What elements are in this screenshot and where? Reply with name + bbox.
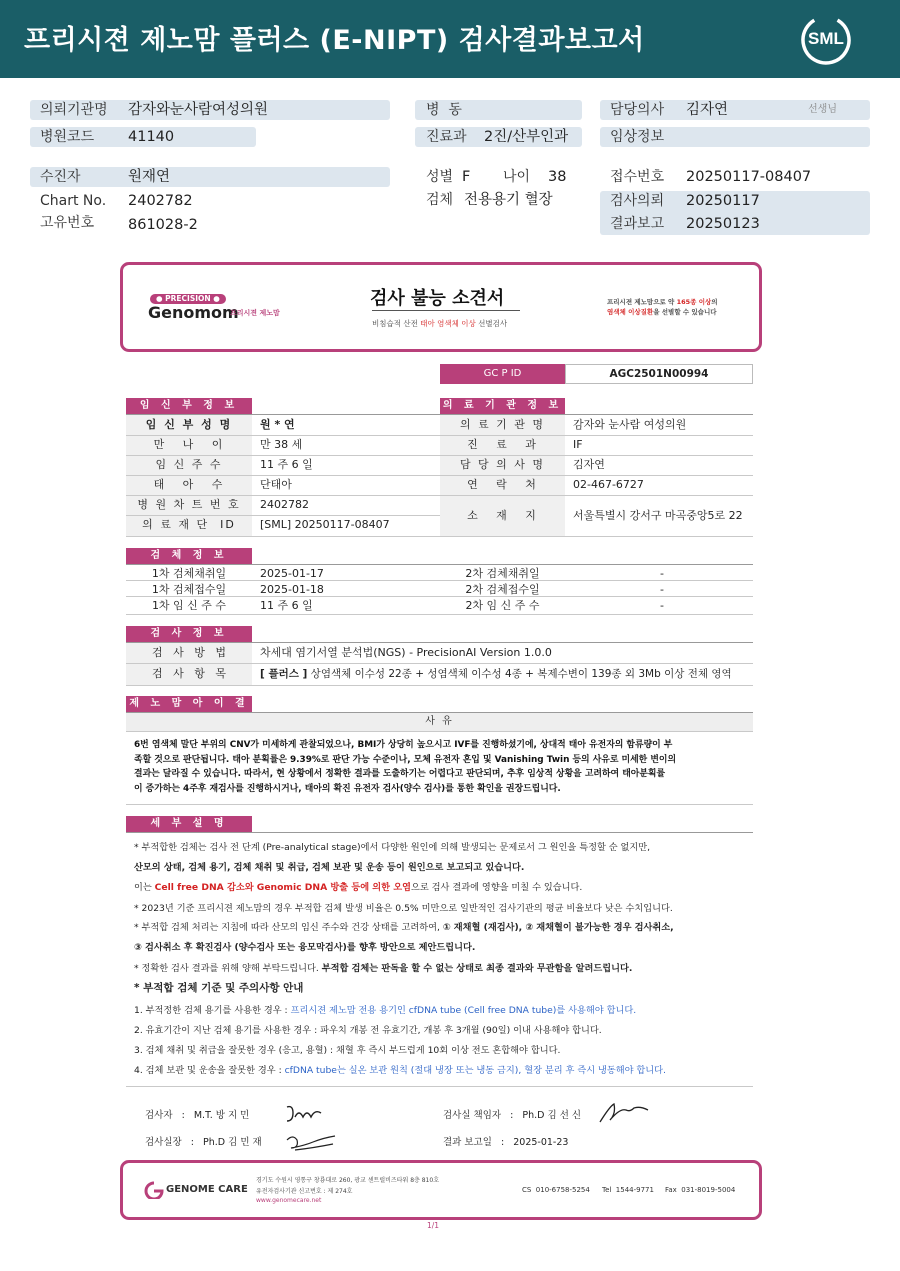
genomom-brand-sub: 프리시젼 제노맘: [230, 309, 280, 317]
age-row-value: 만 38 세: [260, 438, 303, 451]
tagline-line-2: 염색체 이상질환을 선별할 수 있습니다: [607, 308, 717, 316]
report-date-sign: 결과 보고일 : 2025-01-23: [443, 1137, 569, 1148]
guide-line: 4. 검체 보관 및 운송을 잘못한 경우 : cfDNA tube는 실온 보관 원칙 (절대 냉장 또는 냉동 금지), 혈장 분리 후 즉시 냉동해야 합니다.: [134, 1065, 666, 1076]
note-line: ③ 검사취소 후 확진검사 (양수검사 또는 융모막검사)를 향후 방안으로 제안드립니다.: [134, 942, 476, 953]
spec1-week-value: 11 주 6 일: [260, 599, 313, 612]
report-date-label: 결과보고: [610, 216, 665, 232]
spec2-week-value: -: [660, 599, 664, 612]
doctor-value: 김자연: [686, 102, 729, 118]
gest-week-label: 임 신 주 수: [155, 458, 223, 471]
footer-cs: CS 010-6758-5254: [522, 1186, 590, 1194]
divider: [126, 685, 753, 686]
footer-address: 경기도 수원시 영통구 창룡대로 260, 광교 센트럴비즈타워 8층 810호: [256, 1177, 439, 1184]
spec1-receive-label: 1차 검체접수일: [151, 583, 227, 596]
method-label: 검 사 방 법: [152, 646, 226, 659]
doctor-label: 담당의사: [610, 102, 665, 118]
examinee-label: 수진자: [40, 169, 81, 185]
footer-fax: Fax 031-8019-5004: [665, 1186, 736, 1194]
section-head-pregnant: 임 신 부 정 보: [126, 398, 252, 414]
inst-doctor-value: 김자연: [573, 458, 605, 471]
divider: [126, 614, 753, 615]
hospital-code-label: 병원코드: [40, 129, 95, 145]
fetus-count-value: 단태아: [260, 478, 292, 491]
note-line: * 정확한 검사 결과를 위해 양해 부탁드립니다. 부적합 검체는 판독을 할 수 없는 상태로 최종 결과와 무관함을 알려드립니다.: [134, 963, 633, 974]
inst-name-label: 의 료 기 관 명: [459, 418, 546, 431]
title-underline: [372, 310, 520, 311]
guide-title: * 부적합 검체 기준 및 주의사항 안내: [134, 982, 304, 994]
section-head-specimen: 검 체 정 보: [126, 548, 252, 564]
reason-text: [134, 738, 676, 796]
reason-line: 족할 것으로 판단됩니다. 태아 분획률은 9.39%로 판단 가능 수준이나, 모체 유전자 혼입 및 Vanishing Twin 등의 사유로 미세한 변이의: [134, 754, 677, 765]
divider: [126, 832, 753, 833]
spec1-collect-label: 1차 검체채취일: [151, 567, 227, 580]
divider: [126, 596, 753, 597]
chart-value: 2402782: [128, 193, 193, 209]
specimen-label: 검체: [426, 192, 454, 208]
divider: [126, 663, 753, 664]
report-subtitle: 비침습적 산전 태아 염색체 이상 선별검사: [372, 319, 508, 328]
inst-phone-value: 02-467-6727: [573, 478, 644, 491]
spec1-week-label: 1차 임 신 주 수: [151, 599, 227, 612]
footer-tel: Tel 1544-9771: [602, 1186, 654, 1194]
method-value: 차세대 염기서열 분석법(NGS) - PrecisionAI Version 1.0.0: [260, 646, 552, 659]
request-label: 검사의뢰: [610, 193, 665, 209]
note-line: * 부적합한 검체는 검사 전 단계 (Pre-analytical stage)에서 다양한 원인에 의해 발생되는 문제로서 그 원인을 특정할 순 없지만,: [134, 842, 651, 853]
unique-label: 고유번호: [40, 215, 95, 231]
note-line: * 부적합 검체 처리는 지침에 따라 산모의 임신 주수와 건강 상태를 고려하여, ① 재채혈 (재검사), ② 재채혈이 불가능한 경우 검사취소,: [134, 922, 674, 933]
section-head-detail: 세 부 설 명: [126, 816, 252, 832]
divider: [126, 475, 753, 476]
page-title: 프리시젼 제노맘 플러스 (E-NIPT) 검사결과보고서: [24, 25, 645, 56]
report-title: 검사 불능 소견서: [370, 288, 505, 309]
section-head-test: 검 사 정 보: [126, 626, 252, 642]
foundation-id-value: [SML] 20250117-08407: [260, 518, 390, 531]
divider: [126, 515, 440, 516]
reason-line: 이 증가하는 4주후 재검사를 진행하시거나, 태아의 확진 유전자 검사(양수 검사)를 통한 확인을 권장드립니다.: [134, 783, 561, 794]
sex-value: F: [462, 169, 471, 185]
note-line: 산모의 상태, 검체 용기, 검체 채취 및 취급, 검체 보관 및 운송 등이 원인으로 보고되고 있습니다.: [134, 862, 525, 873]
chief-signature-icon: [283, 1130, 339, 1152]
spec2-collect-label: 2차 검체채취일: [465, 567, 540, 580]
pregnant-name-label: 임 신 부 성 명: [145, 418, 233, 431]
guide-line: 1. 부적정한 검체 용기를 사용한 경우 : 프리시젼 제노맘 전용 용기인 cfDNA tube (Cell free DNA tube)를 사용해야 합니다.: [134, 1005, 637, 1016]
guide-line: 2. 유효기간이 지난 검체 용기를 사용한 경우 : 파우치 개봉 전 유효기간, 개봉 후 3개월 (90일) 이내 사용해야 합니다.: [134, 1025, 602, 1036]
inst-dept-value: IF: [573, 438, 583, 451]
chart-label: Chart No.: [40, 193, 107, 209]
examinee-value: 원재연: [128, 169, 171, 185]
genomom-brand: Genomom: [148, 303, 239, 322]
items-value: [ 플러스 ] 상염색체 이수성 22종 + 성염색체 이수성 4종 + 복제수변이 139종 외 3Mb 이상 전체 영역: [260, 668, 732, 680]
pregnant-name-value: 원 * 연: [260, 418, 295, 431]
spec1-receive-value: 2025-01-18: [260, 583, 324, 596]
gcp-id-value: AGC2501N00994: [565, 364, 753, 384]
clinical-label: 임상정보: [610, 129, 665, 145]
chief-label: 검사실장 : Ph.D 김 민 재: [145, 1137, 262, 1148]
gest-week-value: 11 주 6 일: [260, 458, 313, 471]
divider: [126, 731, 753, 732]
doctor-suffix: 선생님: [808, 104, 837, 115]
dept-value: 2진/산부인과: [484, 129, 569, 145]
institution-label: 의뢰기관명: [40, 102, 108, 118]
divider: [126, 580, 753, 581]
institution-value: 감자와눈사람여성의원: [128, 102, 269, 118]
director-label: 검사실 책임자 : Ph.D 김 선 신: [443, 1110, 582, 1121]
items-label: 검 사 항 목: [152, 667, 226, 680]
chart-no-label: 병 원 차 트 번 호: [137, 498, 241, 511]
section-head-result: 제 노 맘 아 이 결: [126, 696, 252, 712]
inst-address-label: 소 재 지: [467, 509, 538, 522]
divider: [126, 495, 753, 496]
divider: [126, 804, 753, 805]
section-head-institution: 의 료 기 관 정 보: [440, 398, 565, 414]
inst-address-value: 서울특별시 강서구 마곡중앙5로 22: [573, 509, 743, 522]
note-line: * 2023년 기준 프리시젼 제노맘의 경우 부적합 검체 발생 비율은 0.5% 미만으로 일반적인 검사기관의 평균 비율보다 낮은 수치입니다.: [134, 903, 673, 914]
age-label: 나이: [503, 169, 531, 185]
dept-label: 진료과: [426, 129, 467, 145]
hospital-code-value: 41140: [128, 129, 175, 145]
guide-line: 3. 검체 채취 및 취급을 잘못한 경우 (응고, 용혈) : 채혈 후 즉시 부드럽게 10회 이상 전도 혼합해야 합니다.: [134, 1045, 561, 1056]
reception-value: 20250117-08407: [686, 169, 812, 185]
report-date-value: 20250123: [686, 216, 760, 232]
sex-label: 성별: [426, 169, 454, 185]
reception-label: 접수번호: [610, 169, 665, 185]
reason-line: 6번 염색체 말단 부위의 CNV가 미세하게 관찰되었으나, BMI가 상당히 높으시고 IVF를 진행하셨기에, 상대적 태아 유전자의 함류량이 부: [134, 740, 673, 750]
footer-license: 유전자검사기관 신고번호 : 제 274호: [256, 1188, 353, 1195]
field-bg: [30, 167, 390, 187]
divider: [126, 536, 753, 537]
spec2-receive-label: 2차 검체접수일: [465, 583, 540, 596]
spec2-week-label: 2차 임 신 주 수: [465, 599, 540, 612]
divider: [126, 564, 753, 565]
fetus-count-label: 태 아 수: [153, 478, 225, 491]
reason-label: 사 유: [126, 713, 753, 731]
specimen-value: 전용용기 혈장: [464, 192, 553, 208]
inst-phone-label: 연 락 처: [467, 478, 538, 491]
age-row-label: 만 나 이: [153, 438, 225, 451]
chart-no-value: 2402782: [260, 498, 309, 511]
divider: [126, 455, 753, 456]
reason-line: 결과는 달라질 수 있습니다. 따라서, 현 상황에서 정확한 결과를 도출하기는 어렵다고 판단되며, 추후 임상적 상황을 고려하여 태아분획률: [134, 769, 666, 779]
director-signature-icon: [596, 1100, 652, 1126]
note-line: 이는 Cell free DNA 감소와 Genomic DNA 방출 등에 의한 오염으로 검사 결과에 영향을 미칠 수 있습니다.: [134, 882, 583, 893]
gcp-id-label: GC P ID: [440, 364, 565, 384]
sml-logo-text: SML: [808, 29, 844, 48]
tester-signature-icon: [283, 1103, 327, 1125]
spec2-receive-value: -: [660, 583, 664, 596]
foundation-id-label: 의 료 재 단 ID: [142, 518, 236, 531]
spec1-collect-value: 2025-01-17: [260, 567, 324, 580]
inst-doctor-label: 담 당 의 사 명: [459, 458, 546, 471]
age-value: 38: [548, 169, 567, 185]
tagline-line-1: 프리시젼 제노맘으로 약 165종 이상의: [607, 298, 718, 306]
divider: [126, 435, 753, 436]
tester-label: 검사자 : M.T. 방 지 민: [145, 1110, 250, 1121]
request-value: 20250117: [686, 193, 760, 209]
page-number: 1/1: [427, 1221, 440, 1230]
inst-dept-label: 진 료 과: [467, 438, 538, 451]
unique-value: 861028-2: [128, 217, 198, 233]
ward-label: 병 동: [426, 102, 462, 118]
genomecare-logo-icon: [142, 1181, 166, 1199]
footer-url: www.genomecare.net: [256, 1197, 322, 1204]
divider: [126, 1086, 753, 1087]
spec2-collect-value: -: [660, 567, 664, 580]
report-header: [0, 0, 900, 78]
precision-badge: ● PRECISION ●: [150, 294, 226, 304]
footer-company: GENOME CARE: [166, 1184, 248, 1195]
inst-name-value: 감자와 눈사람 여성의원: [573, 418, 687, 431]
